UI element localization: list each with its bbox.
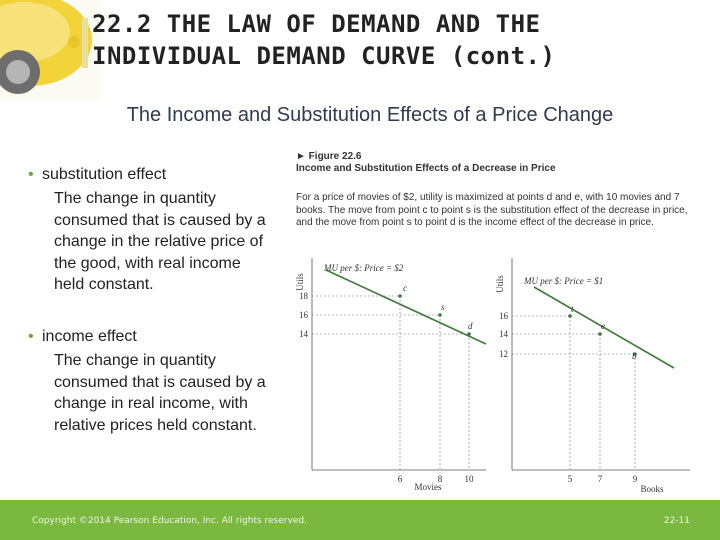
figure-description: For a price of movies of $2, utility is maximized at points d and e, with 10 movies and 7 books. The move from point c to point s is the substitution effect of the decrease in price, and the move from point s to point d is the income effect of the decrease in price. [296,192,688,229]
chart-1-x-label: Movies [414,482,442,492]
chart-2-x-tick: 5 [567,474,573,484]
chart-1-point [467,332,471,336]
figure-label: ► Figure 22.6 [296,151,362,162]
bullet-term: substitution effect [42,166,167,183]
chart-2-point-label: t [571,304,574,314]
bullet-dot-icon: • [28,166,34,183]
chart-2-x-tick: 9 [632,474,638,484]
chart-1-y-tick: 18 [299,291,308,301]
slide-title-line-2: INDIVIDUAL DEMAND CURVE (cont.) [92,42,556,70]
bullet-definition: The change in quantity consumed that is caused by a change in real income, with relative prices held constant. [54,352,266,434]
chart-2-point [598,332,602,336]
chart-2-y-tick: 12 [499,349,508,359]
copyright-text: Copyright ©2014 Pearson Education, Inc. All rights reserved. [32,516,307,526]
slide-subtitle: The Income and Substitution Effects of a Price Change [126,104,614,126]
chart-1-point-label: d [468,321,473,331]
chart-2-title: MU per $: Price = $1 [524,276,604,286]
chart-1-y-tick: 16 [299,310,308,320]
bullet-term: income effect [42,328,137,345]
chart-1-y-label: Utils [295,273,305,291]
slide-title-line-1: 22.2 THE LAW OF DEMAND AND THE [92,10,541,38]
chart-2-y-tick: 16 [499,311,508,321]
bullet-dot-icon: • [28,328,34,345]
chart-1-point [398,294,402,298]
chart-1-title: MU per $: Price = $2 [324,263,404,273]
page-number: 22-11 [663,516,690,526]
chart-2-y-tick: 14 [499,329,508,339]
chart-1-x-tick: 8 [437,474,443,484]
chart-2-point-label: b [632,351,637,361]
chart-1-point-label: c [403,283,407,293]
chart-2-point-label: e [601,321,605,331]
chart-2-point [568,314,572,318]
chart-2-y-label: Utils [495,275,505,293]
footer-bar [0,500,720,540]
bullet-definition: The change in quantity consumed that is caused by a change in the relative price of the good, with real income held constant. [54,190,266,293]
chart-1-series-line [326,270,486,344]
chart-2-x-label: Books [640,484,664,494]
figure-caption: Income and Substitution Effects of a Decrease in Price [296,163,556,174]
chart-1-x-tick: 10 [464,474,474,484]
chart-2-x-tick: 7 [597,474,603,484]
chart-1-point-label: s [441,302,445,312]
chart-1-point [438,313,442,317]
chart-1-x-tick: 6 [397,474,403,484]
chart-1-y-tick: 14 [299,329,308,339]
